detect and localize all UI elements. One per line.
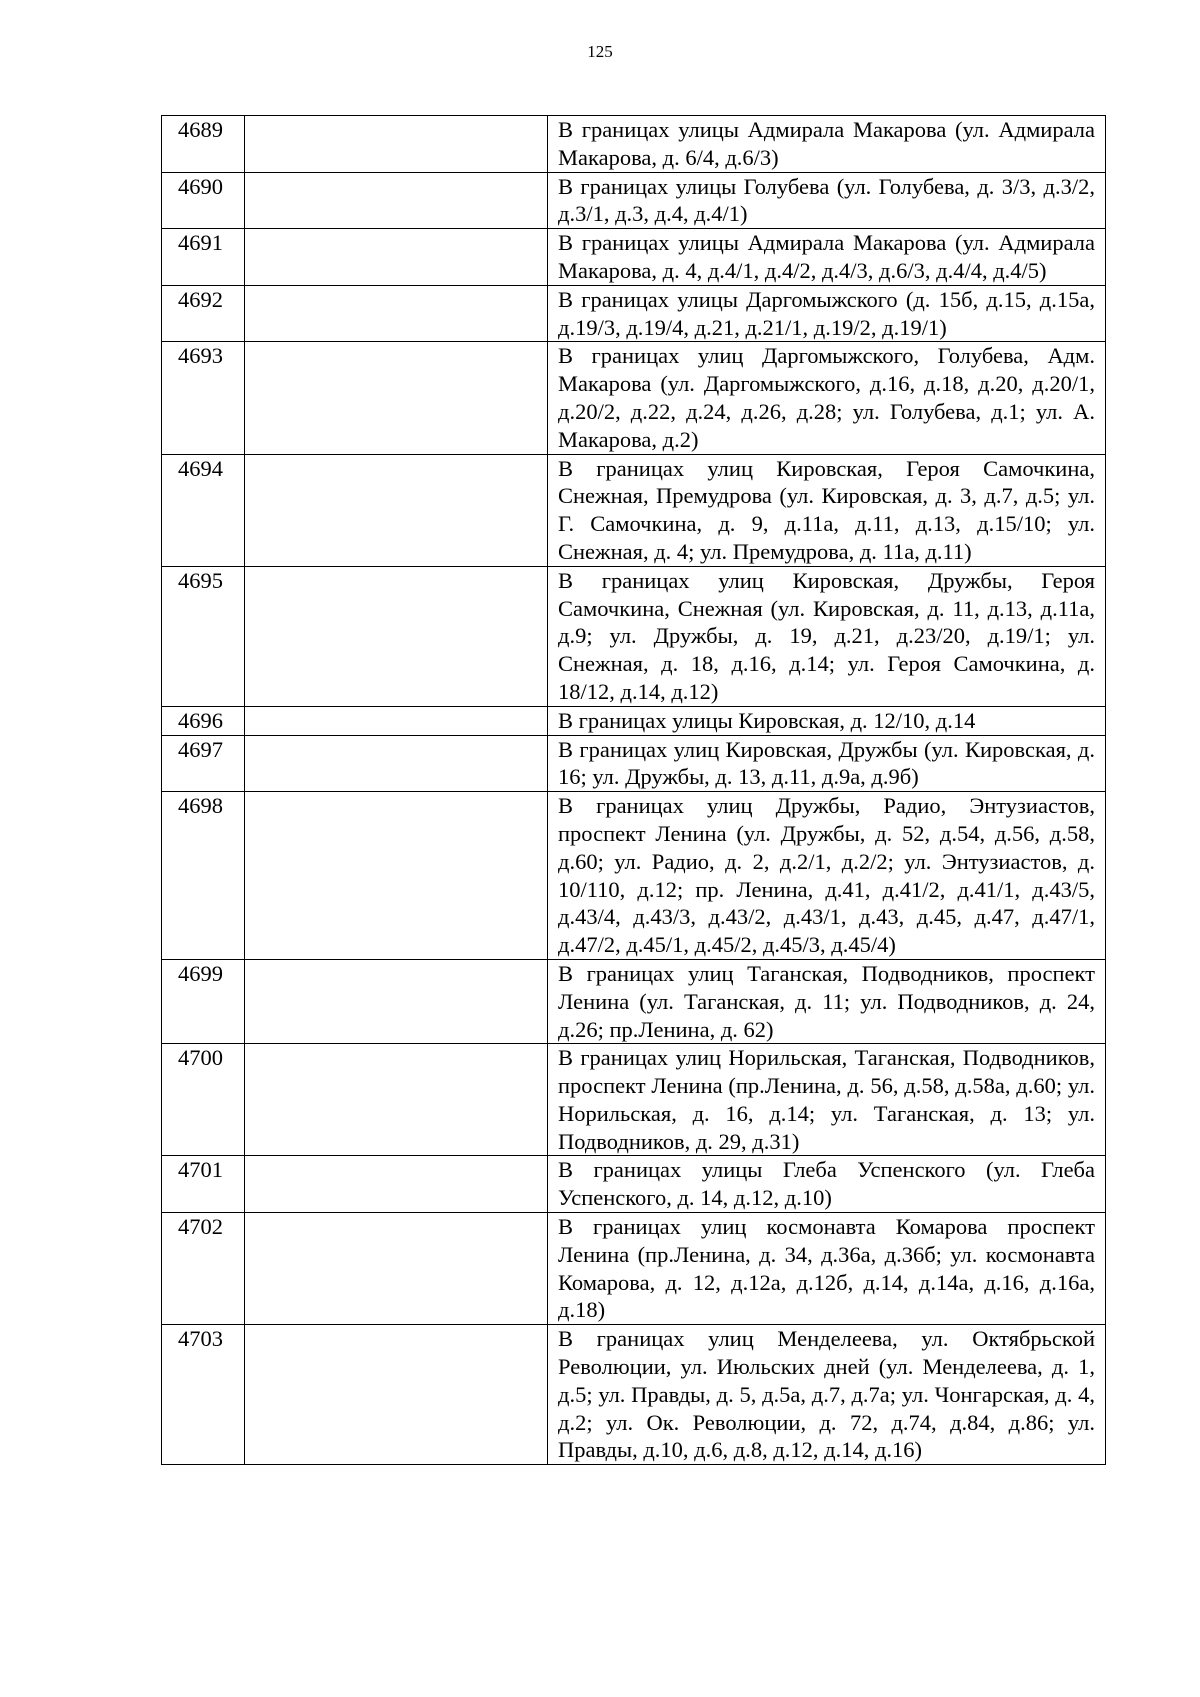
empty-cell — [245, 566, 548, 706]
row-number: 4703 — [162, 1325, 245, 1465]
row-number: 4700 — [162, 1044, 245, 1156]
row-number: 4690 — [162, 172, 245, 229]
empty-cell — [245, 454, 548, 566]
table-row — [162, 792, 1106, 960]
table-row — [162, 1213, 1106, 1325]
boundary-description: В границах улиц Кировская, Героя Самочкина, Снежная, Премудрова (ул. Кировская, д. 3, д.7, д.5; ул. Г. Самочкина, д. 9, д.11а, д.11, д.13, д.15/10; ул. Снежная, д. 4; ул. Премудрова, д. 11а, д.11) — [548, 454, 1106, 566]
empty-cell — [245, 342, 548, 454]
table-row — [162, 172, 1106, 229]
boundary-description: В границах улиц Дружбы, Радио, Энтузиастов, проспект Ленина (ул. Дружбы, д. 52, д.54, д.56, д.58, д.60; ул. Радио, д. 2, д.2/1, д.2/2; ул. Энтузиастов, д. 10/110, д.12; пр. Ленина, д.41, д.41/2, д.41/1, д.43/5, д.43/4, д.43/3, д.43/2, д.43/1, д.43, д.45, д.47, д.47/1, д.47/2, д.45/1, д.45/2, д.45/3, д.45/4) — [548, 792, 1106, 960]
empty-cell — [245, 285, 548, 342]
empty-cell — [245, 116, 548, 173]
boundary-description: В границах улицы Голубева (ул. Голубева, д. 3/3, д.3/2, д.3/1, д.3, д.4, д.4/1) — [548, 172, 1106, 229]
boundary-description: В границах улиц Таганская, Подводников, проспект Ленина (ул. Таганская, д. 11; ул. Подводников, д. 24, д.26; пр.Ленина, д. 62) — [548, 959, 1106, 1043]
table-row — [162, 1325, 1106, 1465]
row-number: 4697 — [162, 735, 245, 792]
row-number: 4699 — [162, 959, 245, 1043]
empty-cell — [245, 229, 548, 286]
row-number: 4702 — [162, 1213, 245, 1325]
boundary-description: В границах улицы Глеба Успенского (ул. Глеба Успенского, д. 14, д.12, д.10) — [548, 1156, 1106, 1213]
boundary-description: В границах улицы Даргомыжского (д. 15б, д.15, д.15а, д.19/3, д.19/4, д.21, д.21/1, д.19/2, д.19/1) — [548, 285, 1106, 342]
table-row — [162, 454, 1106, 566]
empty-cell — [245, 172, 548, 229]
boundary-description: В границах улиц Кировская, Дружбы (ул. Кировская, д. 16; ул. Дружбы, д. 13, д.11, д.9а, д.9б) — [548, 735, 1106, 792]
page-number: 125 — [587, 42, 613, 61]
address-table — [161, 115, 1106, 1465]
boundary-description: В границах улицы Кировская, д. 12/10, д.14 — [548, 706, 1106, 735]
table-row — [162, 1156, 1106, 1213]
boundary-description: В границах улицы Адмирала Макарова (ул. Адмирала Макарова, д. 6/4, д.6/3) — [548, 116, 1106, 173]
row-number: 4691 — [162, 229, 245, 286]
row-number: 4694 — [162, 454, 245, 566]
boundary-description: В границах улиц Даргомыжского, Голубева, Адм. Макарова (ул. Даргомыжского, д.16, д.18, д.20, д.20/1, д.20/2, д.22, д.24, д.26, д.28; ул. Голубева, д.1; ул. А. Макарова, д.2) — [548, 342, 1106, 454]
boundary-description: В границах улиц космонавта Комарова проспект Ленина (пр.Ленина, д. 34, д.36а, д.36б; ул. космонавта Комарова, д. 12, д.12а, д.12б, д.14, д.14а, д.16, д.16а, д.18) — [548, 1213, 1106, 1325]
boundary-description: В границах улиц Кировская, Дружбы, Героя Самочкина, Снежная (ул. Кировская, д. 11, д.13, д.11а, д.9; ул. Дружбы, д. 19, д.21, д.23/20, д.19/1; ул. Снежная, д. 18, д.16, д.14; ул. Героя Самочкина, д. 18/12, д.14, д.12) — [548, 566, 1106, 706]
boundary-description: В границах улиц Менделеева, ул. Октябрьской Революции, ул. Июльских дней (ул. Менделеева, д. 1, д.5; ул. Правды, д. 5, д.5а, д.7, д.7а; ул. Чонгарская, д. 4, д.2; ул. Ок. Революции, д. 72, д.74, д.84, д.86; ул. Правды, д.10, д.6, д.8, д.12, д.14, д.16) — [548, 1325, 1106, 1465]
row-number: 4696 — [162, 706, 245, 735]
boundary-description: В границах улиц Норильская, Таганская, Подводников, проспект Ленина (пр.Ленина, д. 56, д.58, д.58а, д.60; ул. Норильская, д. 16, д.14; ул. Таганская, д. 13; ул. Подводников, д. 29, д.31) — [548, 1044, 1106, 1156]
table-row — [162, 285, 1106, 342]
table-row — [162, 959, 1106, 1043]
empty-cell — [245, 1325, 548, 1465]
empty-cell — [245, 735, 548, 792]
table-row — [162, 342, 1106, 454]
row-number: 4695 — [162, 566, 245, 706]
table-row — [162, 1044, 1106, 1156]
table-row — [162, 566, 1106, 706]
table-row — [162, 706, 1106, 735]
row-number: 4693 — [162, 342, 245, 454]
row-number: 4698 — [162, 792, 245, 960]
row-number: 4701 — [162, 1156, 245, 1213]
empty-cell — [245, 1044, 548, 1156]
boundary-description: В границах улицы Адмирала Макарова (ул. Адмирала Макарова, д. 4, д.4/1, д.4/2, д.4/3, д.6/3, д.4/4, д.4/5) — [548, 229, 1106, 286]
empty-cell — [245, 1156, 548, 1213]
table-row — [162, 116, 1106, 173]
empty-cell — [245, 959, 548, 1043]
table-row — [162, 229, 1106, 286]
empty-cell — [245, 792, 548, 960]
row-number: 4689 — [162, 116, 245, 173]
empty-cell — [245, 706, 548, 735]
empty-cell — [245, 1213, 548, 1325]
row-number: 4692 — [162, 285, 245, 342]
table-row — [162, 735, 1106, 792]
